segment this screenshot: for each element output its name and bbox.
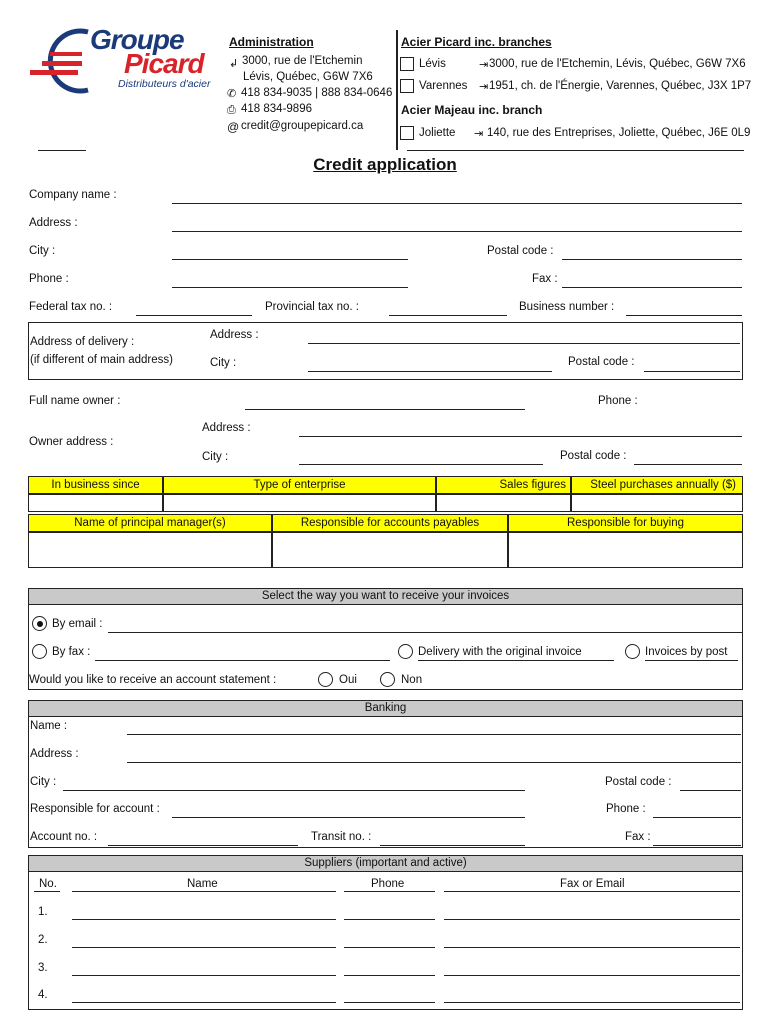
logo <box>28 24 218 102</box>
business-number-label: Business number : <box>519 301 615 313</box>
company-fax-field[interactable] <box>562 287 742 288</box>
banking-section <box>28 700 743 848</box>
by-email-field[interactable] <box>108 632 742 633</box>
steel-purchases-cell[interactable] <box>571 494 743 512</box>
by-post-underline <box>645 660 738 661</box>
steel-purchases-header: Steel purchases annually ($) <box>571 476 743 494</box>
admin-email: credit@groupepicard.ca <box>241 120 364 132</box>
company-name-field[interactable] <box>172 203 742 204</box>
suppliers-col-fax: Fax or Email <box>560 878 625 890</box>
header-rule-left <box>38 150 86 151</box>
suppliers-col-phone: Phone <box>371 878 405 890</box>
bank-city-field[interactable] <box>63 790 525 791</box>
header-divider <box>396 30 398 150</box>
suppliers-col-no: No. <box>39 878 57 890</box>
owner-street-field[interactable] <box>299 436 742 437</box>
bank-postal-label: Postal code : <box>605 776 672 788</box>
bank-phone-label: Phone : <box>606 803 646 815</box>
statement-non-label: Non <box>401 674 423 686</box>
supplier-phone-field[interactable] <box>344 947 435 948</box>
sales-figures-cell[interactable] <box>436 494 571 512</box>
by-email-label: By email : <box>52 618 103 630</box>
admin-street: 3000, rue de l'Etchemin <box>242 55 363 67</box>
company-postal-field[interactable] <box>562 259 742 260</box>
supplier-fax-field[interactable] <box>444 947 740 948</box>
branch-varennes-address: 1951, ch. de l'Énergie, Varennes, Québec, J3X 1P7 <box>489 80 752 92</box>
owner-city-field[interactable] <box>299 464 543 465</box>
owner-postal-field[interactable] <box>634 464 742 465</box>
phone-icon: ✆ <box>227 88 237 100</box>
bank-city-label: City : <box>30 776 57 788</box>
admin-fax: 418 834-9896 <box>241 103 312 115</box>
supplier-row-number: 1. <box>38 906 48 918</box>
branch-joliette-checkbox[interactable] <box>400 126 414 140</box>
fax-icon: ⎙ <box>227 104 236 116</box>
company-city-label: City : <box>29 245 56 257</box>
location-arrow-icon: ↲ <box>229 58 239 70</box>
bank-account-field[interactable] <box>108 845 298 846</box>
principal-manager-cell[interactable] <box>28 532 272 568</box>
supplier-fax-field[interactable] <box>444 975 740 976</box>
admin-phone: 418 834-9035 | 888 834-0646 <box>241 87 393 99</box>
delivery-label: Address of delivery : <box>30 336 135 348</box>
page-title: Credit application <box>313 155 457 174</box>
delivery-original-label: Delivery with the original invoice <box>418 646 582 658</box>
email-at-icon: @ <box>227 120 240 134</box>
company-city-field[interactable] <box>172 259 408 260</box>
branch-levis-name: Lévis <box>419 58 446 70</box>
branch-varennes-checkbox[interactable] <box>400 79 414 93</box>
bank-postal-field[interactable] <box>680 790 741 791</box>
location-arrow-icon: ⇥ <box>479 59 489 71</box>
bank-transit-field[interactable] <box>380 845 525 846</box>
branch-joliette-address: 140, rue des Entreprises, Joliette, Québec, J6E 0L9 <box>487 127 751 139</box>
supplier-fax-field[interactable] <box>444 919 740 920</box>
branch-joliette-name: Joliette <box>419 127 456 139</box>
delivery-original-radio[interactable] <box>398 644 413 659</box>
delivery-postal-field[interactable] <box>644 371 740 372</box>
majeau-heading: Acier Majeau inc. branch <box>401 103 543 117</box>
bank-address-field[interactable] <box>127 762 741 763</box>
federal-tax-label: Federal tax no. : <box>29 301 113 313</box>
company-phone-field[interactable] <box>172 287 408 288</box>
supplier-phone-field[interactable] <box>344 1002 435 1003</box>
statement-oui-label: Oui <box>339 674 357 686</box>
by-email-radio[interactable] <box>32 616 47 631</box>
suppliers-col-no-rule <box>34 891 60 892</box>
type-enterprise-cell[interactable] <box>163 494 436 512</box>
owner-postal-label: Postal code : <box>560 450 627 462</box>
company-name-label: Company name : <box>29 189 117 201</box>
by-fax-field[interactable] <box>95 660 390 661</box>
invoice-section-heading: Select the way you want to receive your invoices <box>28 588 743 605</box>
delivery-address-label: Address : <box>210 329 259 341</box>
company-postal-label: Postal code : <box>487 245 554 257</box>
owner-name-label: Full name owner : <box>29 395 121 407</box>
supplier-row-number: 2. <box>38 934 48 946</box>
statement-question: Would you like to receive an account statement : <box>29 674 277 686</box>
bank-phone-field[interactable] <box>653 817 741 818</box>
suppliers-heading: Suppliers (important and active) <box>28 855 743 872</box>
branch-levis-checkbox[interactable] <box>400 57 414 71</box>
suppliers-col-fax-rule <box>444 891 740 892</box>
bank-fax-field[interactable] <box>653 845 741 846</box>
type-enterprise-header: Type of enterprise <box>163 476 436 494</box>
statement-non-radio[interactable] <box>380 672 395 687</box>
by-fax-radio[interactable] <box>32 644 47 659</box>
delivery-address-field[interactable] <box>308 343 740 344</box>
delivery-city-label: City : <box>210 357 237 369</box>
supplier-name-field[interactable] <box>72 975 336 976</box>
branch-levis-address: 3000, rue de l'Etchemin, Lévis, Québec, G6W 7X6 <box>489 58 746 70</box>
provincial-tax-field[interactable] <box>389 315 507 316</box>
accounts-payables-header: Responsible for accounts payables <box>272 514 508 532</box>
suppliers-col-phone-rule <box>344 891 435 892</box>
suppliers-col-name: Name <box>187 878 218 890</box>
owner-address-label: Owner address : <box>29 436 114 448</box>
bank-account-label: Account no. : <box>30 831 98 843</box>
supplier-name-field[interactable] <box>72 1002 336 1003</box>
bank-name-label: Name : <box>30 720 68 732</box>
supplier-row-number: 4. <box>38 989 48 1001</box>
federal-tax-field[interactable] <box>136 315 252 316</box>
supplier-fax-field[interactable] <box>444 1002 740 1003</box>
in-business-since-cell[interactable] <box>28 494 163 512</box>
logo-tagline: Distributeurs d'acier <box>118 78 211 90</box>
bank-fax-label: Fax : <box>625 831 651 843</box>
statement-oui-radio[interactable] <box>318 672 333 687</box>
provincial-tax-label: Provincial tax no. : <box>265 301 359 313</box>
owner-street-label: Address : <box>202 422 251 434</box>
bank-responsible-label: Responsible for account : <box>30 803 160 815</box>
owner-city-label: City : <box>202 451 229 463</box>
supplier-phone-field[interactable] <box>344 975 435 976</box>
company-fax-label: Fax : <box>532 273 558 285</box>
sales-figures-header: Sales figures <box>436 476 571 494</box>
admin-heading: Administration <box>229 35 314 49</box>
admin-city: Lévis, Québec, G6W 7X6 <box>243 71 373 83</box>
bank-transit-label: Transit no. : <box>311 831 372 843</box>
bank-name-field[interactable] <box>127 734 741 735</box>
responsible-buying-cell[interactable] <box>508 532 743 568</box>
company-address-label: Address : <box>29 217 78 229</box>
responsible-buying-header: Responsible for buying <box>508 514 743 532</box>
header-rule-right <box>407 150 744 151</box>
in-business-since-header: In business since <box>28 476 163 494</box>
owner-phone-label: Phone : <box>598 395 638 407</box>
branch-varennes-name: Varennes <box>419 80 468 92</box>
supplier-name-field[interactable] <box>72 947 336 948</box>
by-post-radio[interactable] <box>625 644 640 659</box>
bank-responsible-field[interactable] <box>172 817 525 818</box>
principal-manager-header: Name of principal manager(s) <box>28 514 272 532</box>
by-post-label: Invoices by post <box>645 646 728 658</box>
accounts-payables-cell[interactable] <box>272 532 508 568</box>
delivery-postal-label: Postal code : <box>568 356 635 368</box>
owner-name-field[interactable] <box>245 409 525 410</box>
banking-heading: Banking <box>28 700 743 717</box>
delivery-original-underline <box>418 660 614 661</box>
delivery-city-field[interactable] <box>308 371 552 372</box>
logo-line2: Picard <box>124 48 204 79</box>
suppliers-col-name-rule <box>72 891 336 892</box>
logo-line1: Groupe <box>90 24 184 55</box>
location-arrow-icon: ⇥ <box>479 81 489 93</box>
by-fax-label: By fax : <box>52 646 91 658</box>
business-number-field[interactable] <box>626 315 742 316</box>
supplier-name-field[interactable] <box>72 919 336 920</box>
delivery-sublabel: (if different of main address) <box>30 354 173 366</box>
bank-address-label: Address : <box>30 748 79 760</box>
supplier-row-number: 3. <box>38 962 48 974</box>
location-arrow-icon: ⇥ <box>474 128 484 140</box>
company-phone-label: Phone : <box>29 273 69 285</box>
supplier-phone-field[interactable] <box>344 919 435 920</box>
company-address-field[interactable] <box>172 231 742 232</box>
branches-heading: Acier Picard inc. branches <box>401 35 552 49</box>
